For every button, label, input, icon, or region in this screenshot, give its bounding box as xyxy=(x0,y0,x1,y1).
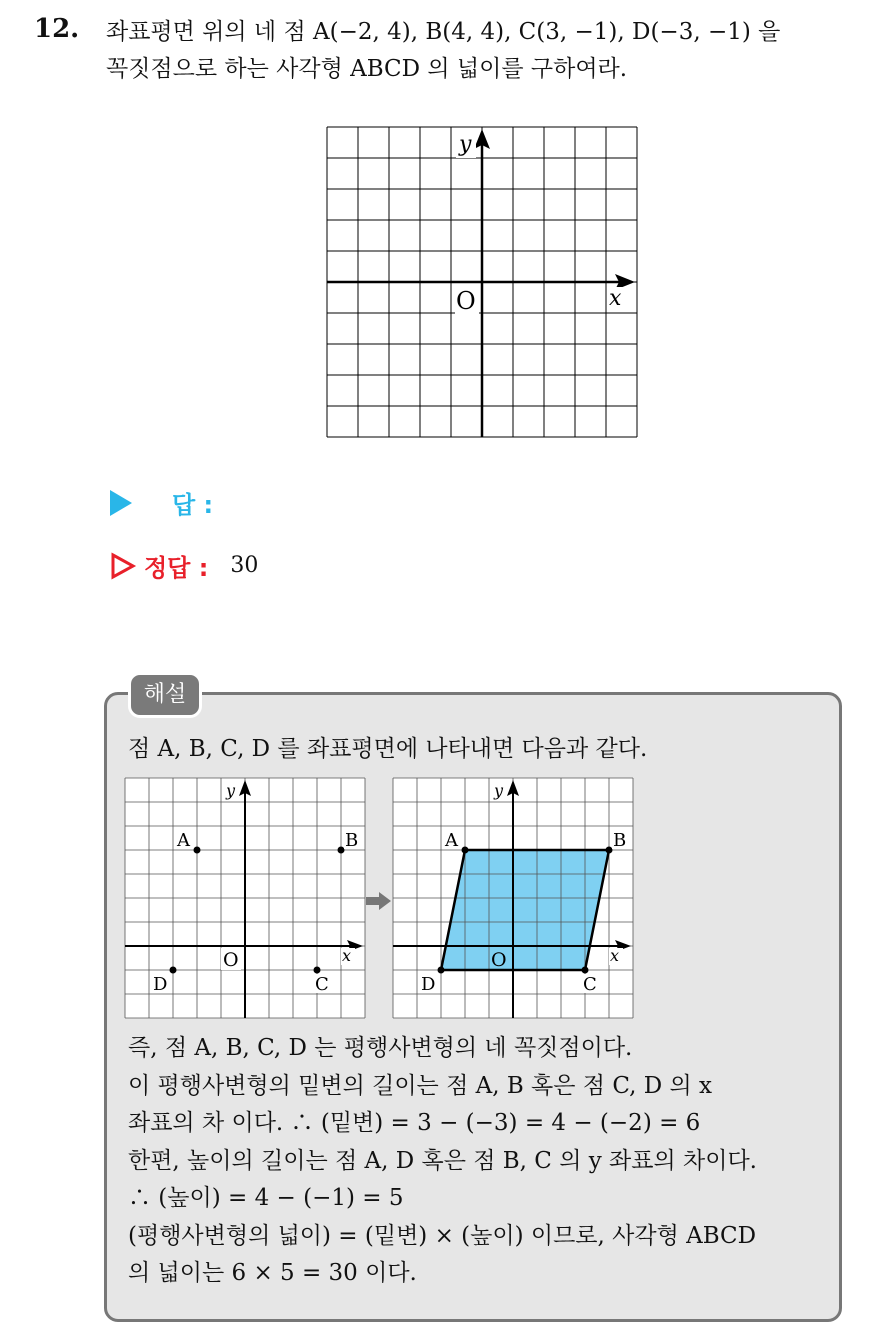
origin-label: O xyxy=(456,287,476,315)
x-axis-label: x xyxy=(609,286,622,311)
point-label-d: D xyxy=(153,974,168,995)
point-b xyxy=(606,847,613,854)
explanation-line: 즉, 점 A, B, C, D 는 평행사변형의 네 꼭짓점이다. xyxy=(128,1035,633,1061)
correct-answer-label: 정답 : xyxy=(144,554,209,582)
y-axis-label: y xyxy=(459,132,472,157)
explanation-intro: 점 A, B, C, D 를 좌표평면에 나타내면 다음과 같다. xyxy=(128,736,648,762)
origin-label: O xyxy=(491,949,507,971)
y-axis-label: y xyxy=(494,781,504,800)
explanation-line: (평행사변형의 넓이) = (밑변) × (높이) 이므로, 사각형 ABCD xyxy=(128,1222,757,1249)
explanation-line: ∴ (높이) = 4 − (−1) = 5 xyxy=(128,1185,404,1211)
explanation-line: 좌표의 차 이다. ∴ (밑변) = 3 − (−3) = 4 − (−2) = 6 xyxy=(128,1110,701,1136)
explanation-line: 한편, 높이의 길이는 점 A, D 혹은 점 B, C 의 y 좌표의 차이다. xyxy=(128,1147,757,1174)
point-b xyxy=(338,847,345,854)
right-arrow-icon xyxy=(366,892,392,910)
point-d xyxy=(170,967,177,974)
origin-label: O xyxy=(223,949,239,971)
point-d xyxy=(438,967,445,974)
answer-row xyxy=(110,485,213,520)
play-triangle-icon xyxy=(110,490,132,516)
point-a xyxy=(462,847,469,854)
question-text xyxy=(106,14,866,88)
parallelogram-shape xyxy=(441,850,609,970)
point-c xyxy=(314,967,321,974)
answer-label: 답 : xyxy=(172,491,214,519)
explanation-body xyxy=(128,1030,828,1293)
x-axis-label: x xyxy=(342,946,352,965)
correct-answer-value: 30 xyxy=(230,553,259,578)
point-label-c: C xyxy=(315,974,329,995)
point-a xyxy=(194,847,201,854)
outline-triangle-icon xyxy=(110,552,136,580)
point-label-c: C xyxy=(583,974,597,995)
point-label-a: A xyxy=(177,830,190,851)
explanation-line: 의 넓이는 6 × 5 = 30 이다. xyxy=(128,1260,417,1286)
points-graph xyxy=(125,778,365,1018)
point-label-a: A xyxy=(445,830,458,851)
question-number: 12. xyxy=(34,14,80,44)
question-coordinate-grid xyxy=(327,127,637,437)
question-line-2: 꼭짓점으로 하는 사각형 ABCD 의 넓이를 구하여라. xyxy=(106,56,628,82)
explanation-tag: 해설 xyxy=(128,672,202,718)
point-label-d: D xyxy=(421,974,436,995)
parallelogram-graph xyxy=(393,778,633,1018)
explanation-line: 이 평행사변형의 밑변의 길이는 점 A, B 혹은 점 C, D 의 x xyxy=(128,1072,712,1099)
question-line-1: 좌표평면 위의 네 점 A(−2, 4), B(4, 4), C(3, −1), D(−3, −1) 을 xyxy=(106,19,781,45)
y-axis-label: y xyxy=(226,781,236,800)
correct-answer-row xyxy=(110,548,258,583)
point-label-b: B xyxy=(613,830,627,851)
point-label-b: B xyxy=(345,830,359,851)
x-axis-label: x xyxy=(610,946,620,965)
point-c xyxy=(582,967,589,974)
